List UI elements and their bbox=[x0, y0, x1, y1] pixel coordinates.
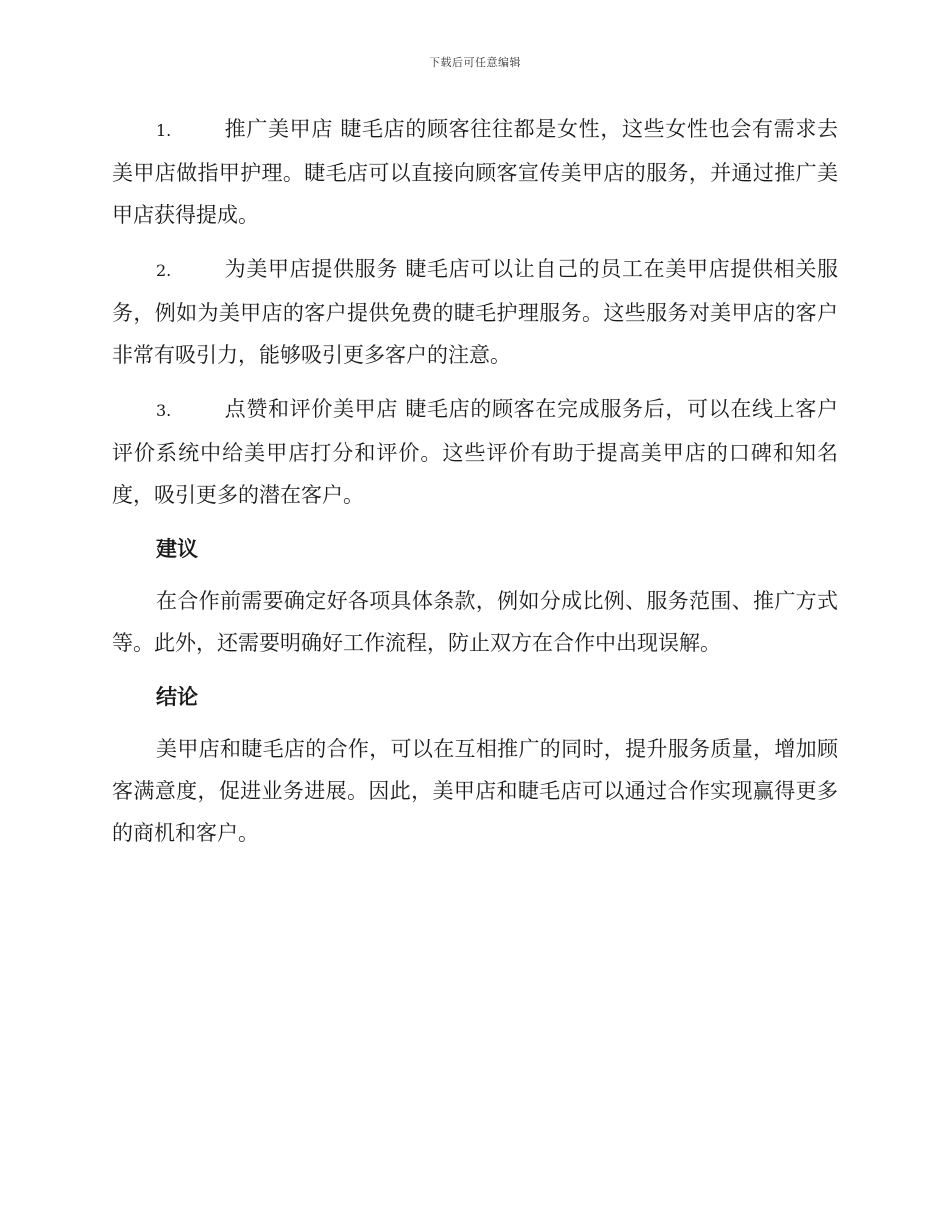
section-body-conclusion: 美甲店和睫毛店的合作，可以在互相推广的同时，提升服务质量，增加顾客满意度，促进业务进展。因此，美甲店和睫毛店可以通过合作实现赢得更多的商机和客户。 bbox=[112, 737, 838, 845]
section-heading-suggestion: 建议 bbox=[156, 536, 198, 561]
list-number: 3. bbox=[156, 401, 172, 420]
document-body bbox=[112, 108, 838, 866]
section-body-suggestion: 在合作前需要确定好各项具体条款，例如分成比例、服务范围、推广方式等。此外，还需要明确好工作流程，防止双方在合作中出现误解。 bbox=[112, 589, 838, 655]
section-heading-conclusion: 结论 bbox=[156, 684, 198, 709]
list-text: 为美甲店提供服务 睫毛店可以让自己的员工在美甲店提供相关服务，例如为美甲店的客户提供免费的睫毛护理服务。这些服务对美甲店的客户非常有吸引力，能够吸引更多客户的注意。 bbox=[112, 257, 838, 367]
list-number: 2. bbox=[156, 261, 172, 280]
list-number: 1. bbox=[156, 121, 172, 140]
list-text: 点赞和评价美甲店 睫毛店的顾客在完成服务后，可以在线上客户评价系统中给美甲店打分和评价。这些评价有助于提高美甲店的口碑和知名度，吸引更多的潜在客户。 bbox=[112, 397, 838, 507]
list-item-2 bbox=[112, 248, 838, 376]
page-header: 下载后可任意编辑 bbox=[429, 56, 521, 69]
list-item-3 bbox=[112, 388, 838, 516]
list-text: 推广美甲店 睫毛店的顾客往往都是女性，这些女性也会有需求去美甲店做指甲护理。睫毛店可以直接向顾客宣传美甲店的服务，并通过推广美甲店获得提成。 bbox=[112, 117, 838, 227]
list-item-1 bbox=[112, 108, 838, 236]
